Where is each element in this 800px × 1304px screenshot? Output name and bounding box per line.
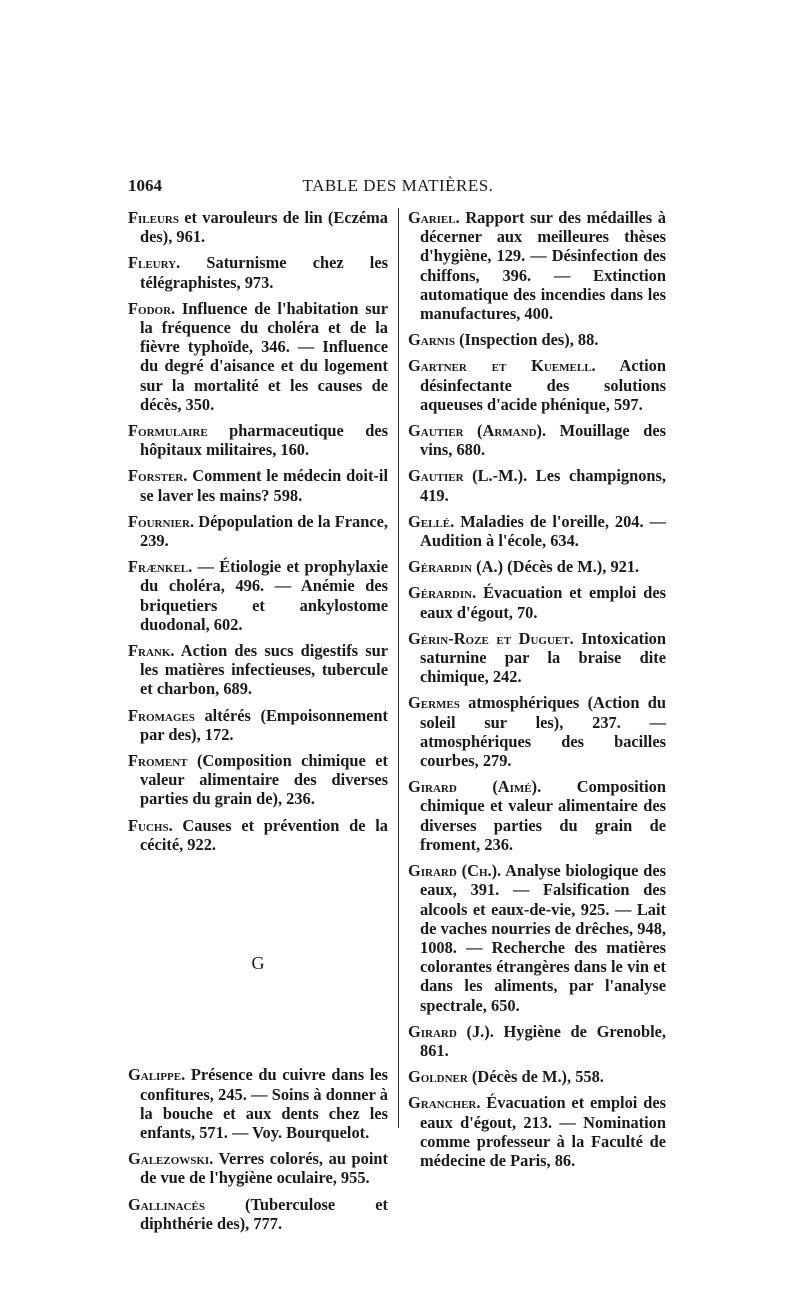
entry-text: Dépopulation de la France, 239. (140, 511, 388, 551)
index-entry (408, 557, 666, 576)
entry-heading: Gallinacés (128, 1194, 205, 1214)
entry-text: — Étiologie et prophylaxie du choléra, 496. — Anémie des briquetiers et ankylostome duodonal, 602. (140, 557, 388, 634)
entry-text: Action désinfectante des solutions aqueuses d'acide phénique, 597. (420, 356, 666, 414)
entry-heading: Fleury. (128, 253, 181, 273)
entry-heading: Gautier (L.-M.). (408, 466, 528, 486)
entry-heading: Formulaire (128, 421, 208, 441)
entry-heading: Germes (408, 693, 460, 713)
entry-heading: Grancher. (408, 1093, 481, 1113)
entry-text: Saturnisme chez les télégraphistes, 973. (140, 253, 388, 292)
index-entry (408, 1067, 666, 1086)
entry-text: Comment le médecin doit-il se laver les mains? 598. (140, 466, 388, 505)
entry-text: Mouillage des vins, 680. (420, 421, 666, 460)
entry-heading: Galippe. (128, 1065, 186, 1085)
index-entry (408, 629, 666, 687)
index-entry (408, 1022, 666, 1060)
page-header (128, 176, 668, 200)
entry-heading: Girard (Ch.). (408, 861, 502, 881)
entry-text: Action des sucs digestifs sur les matières infectieuses, tubercule et charbon, 689. (140, 641, 388, 699)
entry-heading: Froment (128, 751, 188, 771)
entry-heading: Fournier. (128, 511, 195, 531)
right-column (408, 208, 666, 1177)
entry-text: Maladies de l'oreille, 204. — Audition à l'école, 634. (420, 511, 666, 551)
index-entry (128, 253, 388, 291)
entry-heading: Frænkel. (128, 557, 193, 577)
entry-heading: Girard (Aimé). (408, 777, 542, 797)
entry-heading: Forster. (128, 466, 188, 486)
entry-heading: Gérardin (A.) (408, 557, 504, 577)
index-entry (128, 557, 388, 634)
index-entry (408, 466, 666, 504)
entry-text: (Inspection des), 88. (454, 330, 599, 350)
index-entry (408, 208, 666, 323)
entry-text: (Tuberculose et diphthérie des), 777. (140, 1194, 388, 1233)
entry-text: Présence du cuivre dans les confitures, 245. — Soins à donner à la bouche et aux dents chez les enfants, 571. — Voy. Bourquelot. (140, 1065, 388, 1142)
index-entry (408, 356, 666, 414)
index-entry (128, 1195, 388, 1233)
page-number: 1064 (128, 176, 162, 195)
index-entry (128, 208, 388, 246)
entry-text: Rapport sur des médailles à décerner aux meilleures thèses d'hygiène, 129. — Désinfection des chiffons, 396. — Extinction automatique des incendies dans les manufactures, 400. (420, 208, 666, 324)
index-entry (408, 512, 666, 550)
index-entry (128, 706, 388, 744)
entry-heading: Gautier (Armand). (408, 421, 547, 441)
entry-text: Évacuation et emploi des eaux d'égout, 213. — Nomination comme professeur à la Faculté de médecine de Paris, 86. (420, 1093, 666, 1170)
index-entry (408, 330, 666, 349)
entry-text: Les champignons, 419. (420, 466, 666, 505)
running-title: TABLE DES MATIÈRES. (302, 176, 494, 195)
index-entry (128, 512, 388, 550)
entry-heading: Girard (J.). (408, 1021, 494, 1041)
index-entry (128, 641, 388, 699)
column-divider (398, 208, 399, 1128)
entry-text: et varouleurs de lin (Eczéma des), 961. (140, 208, 388, 247)
entry-text: Verres colorés, au point de vue de l'hygiène oculaire, 955. (140, 1149, 388, 1188)
entry-heading: Frank. (128, 641, 175, 661)
entry-text: (Décès de M.), 558. (467, 1067, 604, 1087)
entry-heading: Gérardin. (408, 583, 477, 603)
index-entry (128, 299, 388, 414)
index-entry (408, 777, 666, 854)
entry-text: Influence de l'habitation sur la fréquence du choléra et de la fièvre typhoïde, 346. — Influence du degré d'aisance et du logement sur la mortalité et les causes de décès, 350. (140, 298, 388, 414)
index-entry (408, 693, 666, 770)
index-entry (408, 1093, 666, 1170)
index-entry (408, 421, 666, 459)
entry-heading: Gariel. (408, 208, 460, 227)
entry-heading: Fileurs (128, 208, 179, 227)
entry-heading: Fuchs. (128, 815, 173, 835)
entry-heading: Fromages (128, 705, 195, 725)
entry-heading: Gérin-Roze et Duguet. (408, 628, 574, 648)
entry-text: altérés (Empoisonnement par des), 172. (140, 705, 388, 744)
entry-heading: Gellé. (408, 511, 455, 531)
entry-text: atmosphériques (Action du soleil sur les), 237. — atmosphériques des bacilles courbes, 279. (420, 693, 666, 771)
entry-text: Hygiène de Grenoble, 861. (420, 1021, 666, 1060)
entry-text: Composition chimique et valeur alimentaire des diverses parties du grain de froment, 236. (420, 777, 666, 854)
entry-text: pharmaceutique des hôpitaux militaires, 160. (140, 421, 388, 460)
left-column (128, 208, 388, 1240)
index-entry (128, 816, 388, 854)
entry-heading: Garnis (408, 330, 455, 350)
entry-heading: Galezowski. (128, 1149, 214, 1169)
entry-heading: Goldner (408, 1067, 468, 1087)
entry-text: Analyse biologique des eaux, 391. — Falsification des alcools et eaux-de-vie, 925. — Lait de vaches nourries de drêches, 948, 1008. — Recherche des matières colorantes étrangères dans le vin et dans les aliments, par l'analyse spectrale, 650. (420, 861, 666, 1015)
entry-heading: Fodor. (128, 298, 176, 318)
index-entry (128, 751, 388, 809)
index-entry (128, 1065, 388, 1142)
index-entry (128, 1149, 388, 1187)
index-entry (128, 466, 388, 504)
index-entry (128, 421, 388, 459)
entry-text: Évacuation et emploi des eaux d'égout, 70. (420, 583, 666, 622)
entry-heading: Gartner et Kuemell. (408, 356, 596, 376)
entry-text: (Décès de M.), 921. (503, 557, 640, 577)
entry-text: Intoxication saturnine par la braise dite chimique, 242. (420, 628, 666, 687)
entry-text: (Composition chimique et valeur alimentaire des diverses parties du grain de), 236. (140, 751, 388, 809)
entry-text: Causes et prévention de la cécité, 922. (140, 815, 388, 854)
index-entry (408, 583, 666, 621)
section-letter: G (251, 953, 265, 974)
index-entry (408, 861, 666, 1015)
